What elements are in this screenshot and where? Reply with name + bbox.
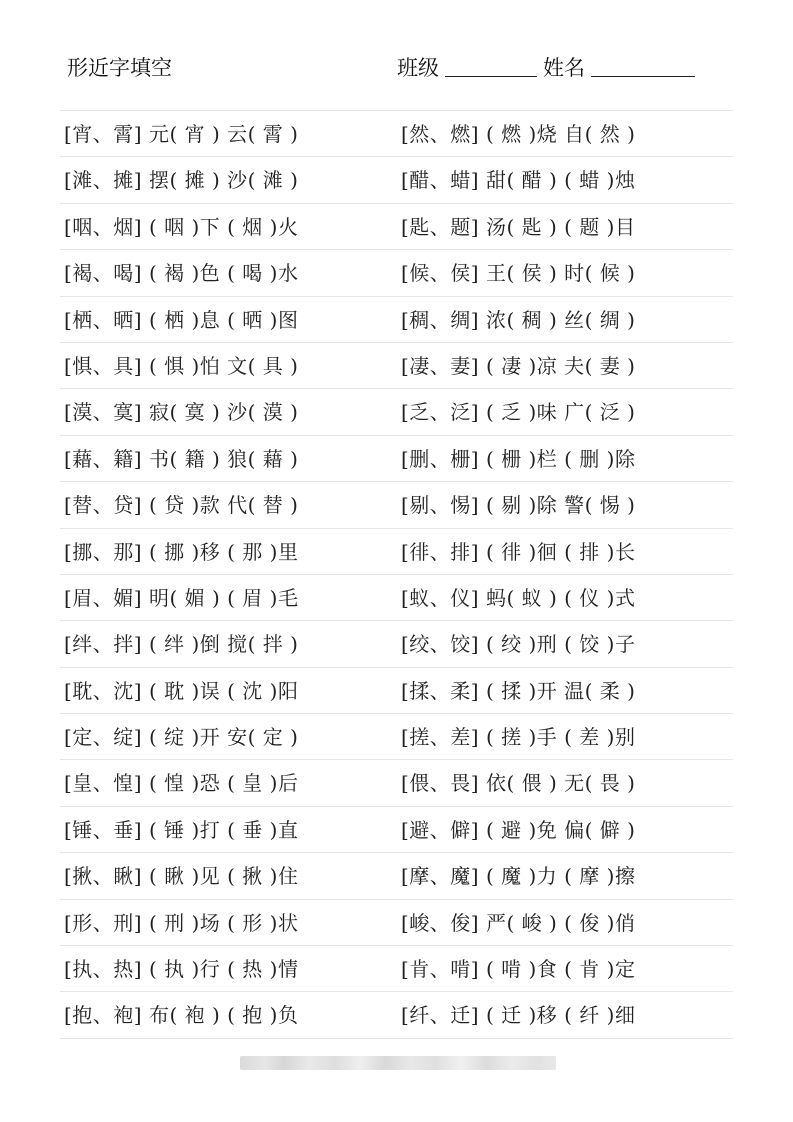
exercise-item-right: [匙、题] 汤( 匙 ) ( 题 )目 [401,214,636,239]
exercise-item-left: [褐、喝] ( 褐 )色 ( 喝 )水 [64,261,299,286]
exercise-row [60,807,733,853]
exercise-item-left: [形、刑] ( 刑 )场 ( 形 )状 [64,910,299,935]
exercise-item-left: [绊、拌] ( 绊 )倒 搅( 拌 ) [64,632,299,657]
exercise-row [60,714,733,760]
exercise-item-left: [宵、霄] 元( 宵 ) 云( 霄 ) [64,122,299,146]
exercise-item-left: [替、贷] ( 贷 )款 代( 替 ) [64,493,299,518]
exercise-row [60,760,733,806]
exercise-item-right: [绞、饺] ( 绞 )刑 ( 饺 )子 [401,632,636,657]
exercise-item-right: [搓、差] ( 搓 )手 ( 差 )别 [401,725,636,750]
exercise-row [60,668,733,714]
exercise-item-left: [锤、垂] ( 锤 )打 ( 垂 )直 [64,817,299,842]
exercise-item-right: [肯、啃] ( 啃 )食 ( 肯 )定 [401,957,636,982]
exercise-item-right: [摩、魔] ( 魔 )力 ( 摩 )擦 [401,864,636,889]
exercise-item-left: [定、绽] ( 绽 )开 安( 定 ) [64,725,299,750]
exercise-row [60,297,733,343]
exercise-item-right: [醋、蜡] 甜( 醋 ) ( 蜡 )烛 [401,168,636,193]
exercise-item-right: [乏、泛] ( 乏 )味 广( 泛 ) [401,400,636,425]
exercise-item-left: [揪、瞅] ( 瞅 )见 ( 揪 )住 [64,864,299,889]
student-info-fields [397,52,695,82]
exercise-item-right: [剔、惕] ( 剔 )除 警( 惕 ) [401,493,636,518]
blurred-footer-watermark [240,1056,556,1070]
exercise-row [60,621,733,667]
exercise-item-left: [耽、沈] ( 耽 )误 ( 沈 )阳 [64,678,299,703]
exercise-item-left: [皇、惶] ( 惶 )恐 ( 皇 )后 [64,771,299,796]
exercise-item-left: [抱、袍] 布( 袍 ) ( 抱 )负 [64,1003,299,1028]
exercise-row [60,529,733,575]
exercise-row [60,111,733,157]
exercise-item-right: [删、栅] ( 栅 )栏 ( 删 )除 [401,446,636,471]
exercise-row [60,853,733,899]
exercise-table [60,110,733,1039]
exercise-item-right: [纤、迁] ( 迁 )移 ( 纤 )细 [401,1003,636,1028]
exercise-row [60,946,733,992]
name-blank-line[interactable] [591,56,695,77]
exercise-row [60,992,733,1038]
exercise-row [60,900,733,946]
exercise-item-right: [然、燃] ( 燃 )烧 自( 然 ) [401,122,636,146]
exercise-item-right: [揉、柔] ( 揉 )开 温( 柔 ) [401,678,636,703]
exercise-item-left: [眉、媚] 明( 媚 ) ( 眉 )毛 [64,585,299,610]
exercise-item-right: [偎、畏] 依( 偎 ) 无( 畏 ) [401,771,636,796]
exercise-item-left: [漠、寞] 寂( 寞 ) 沙( 漠 ) [64,400,299,425]
exercise-item-right: [蚁、仪] 蚂( 蚁 ) ( 仪 )式 [401,585,636,610]
exercise-item-right: [候、侯] 王( 侯 ) 时( 候 ) [401,261,636,286]
exercise-item-right: [稠、绸] 浓( 稠 ) 丝( 绸 ) [401,307,636,332]
exercise-row [60,575,733,621]
exercise-row [60,482,733,528]
worksheet-title: 形近字填空 [67,56,172,80]
exercise-row [60,436,733,482]
exercise-row [60,389,733,435]
exercise-item-right: [避、僻] ( 避 )免 偏( 僻 ) [401,817,636,842]
exercise-item-left: [执、热] ( 执 )行 ( 热 )情 [64,957,299,982]
class-blank-line[interactable] [445,56,537,77]
exercise-item-left: [挪、那] ( 挪 )移 ( 那 )里 [64,539,299,564]
worksheet-header [0,52,793,84]
exercise-item-left: [藉、籍] 书( 籍 ) 狼( 藉 ) [64,446,299,471]
exercise-item-left: [惧、具] ( 惧 )怕 文( 具 ) [64,353,299,378]
exercise-item-right: [凄、妻] ( 凄 )凉 夫( 妻 ) [401,353,636,378]
class-label: 班级 [397,56,439,80]
exercise-row [60,157,733,203]
name-label: 姓名 [543,56,585,80]
exercise-row [60,343,733,389]
exercise-row [60,204,733,250]
exercise-item-left: [栖、晒] ( 栖 )息 ( 晒 )图 [64,307,299,332]
exercise-item-left: [滩、摊] 摆( 摊 ) 沙( 滩 ) [64,168,299,193]
exercise-item-right: [峻、俊] 严( 峻 ) ( 俊 )俏 [401,910,636,935]
exercise-row [60,250,733,296]
exercise-item-left: [咽、烟] ( 咽 )下 ( 烟 )火 [64,214,299,239]
exercise-item-right: [徘、排] ( 徘 )徊 ( 排 )长 [401,539,636,564]
